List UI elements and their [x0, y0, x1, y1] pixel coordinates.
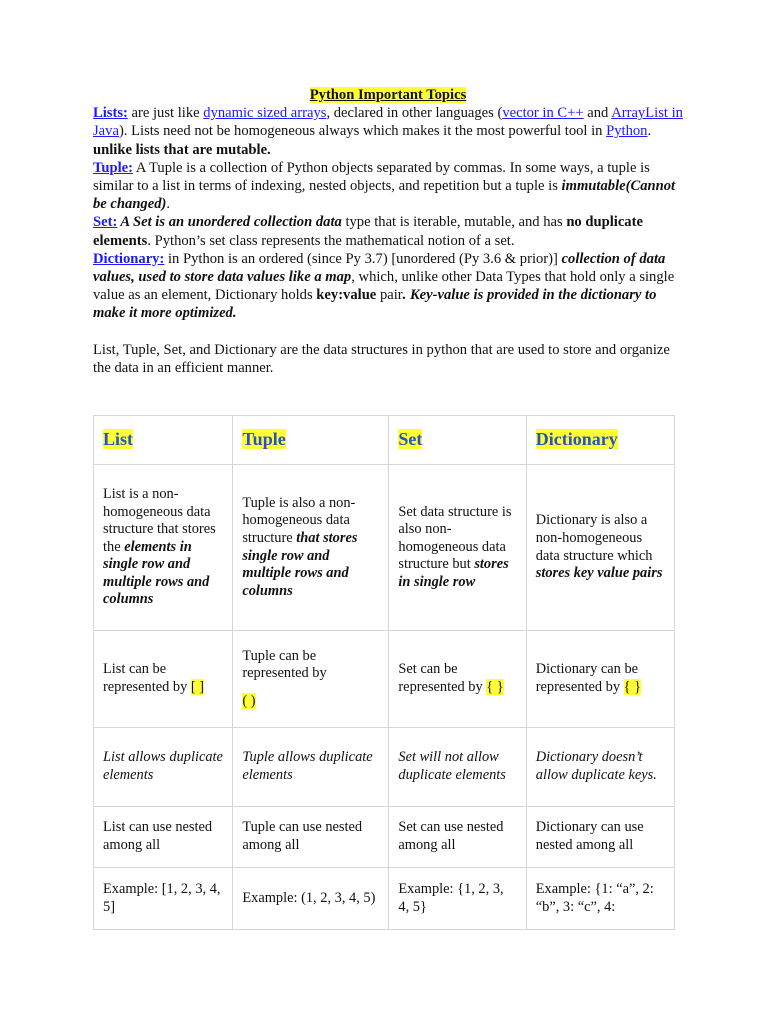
cell-set-example: Example: {1, 2, 3, 4, 5}: [389, 868, 526, 930]
cell-set-structure: [389, 465, 526, 631]
cell-emphasis: that stores single row and multiple rows and columns: [242, 529, 358, 599]
set-bold-italic: A Set is an unordered collection data: [117, 214, 342, 231]
lists-text-4: ). Lists need not be homogeneous always which makes it the most powerful tool in: [118, 123, 607, 140]
cell-dictionary-example: Example: {1: “a”, 2: “b”, 3: “c”, 4:: [526, 868, 674, 930]
header-set: Set: [398, 429, 423, 450]
header-cell-list: [94, 416, 233, 465]
set-paragraph: [93, 213, 683, 249]
table-row: [94, 807, 675, 868]
symbol-highlight: { }: [623, 679, 642, 695]
tuple-paragraph: [93, 159, 683, 214]
title-wrap: [93, 86, 683, 104]
cell-emphasis: stores key value pairs: [535, 565, 663, 582]
dictionary-bold-italic-1: collection of data values, used to store data values like a map: [93, 250, 666, 286]
intro-paragraph: List, Tuple, Set, and Dictionary are the data structures in python that are used to store and organize the data in an efficient manner.: [93, 341, 670, 376]
cell-dictionary-representation: [526, 631, 674, 728]
cell-dictionary-nested: Dictionary can use nested among all: [526, 807, 674, 868]
dictionary-paragraph: [93, 250, 683, 323]
lists-bold: unlike lists that are mutable.: [93, 141, 271, 158]
table-row: [94, 631, 675, 728]
dictionary-text-2: , which, unlike other Data Types that hold only a single value as an element, Dictionary holds: [93, 269, 675, 304]
cell-list-structure: [94, 465, 233, 631]
cell-text: List is a non-homogeneous data structure that stores the: [103, 485, 216, 555]
cell-text: Tuple is also a non-homogeneous data structure: [242, 494, 356, 546]
header-cell-dictionary: [526, 416, 674, 465]
cell-text: Set data structure is also non-homogeneous data structure but: [398, 503, 512, 573]
cell-dictionary-structure: [526, 465, 674, 631]
cell-set-duplicates: Set will not allow duplicate elements: [389, 728, 526, 807]
set-text-2: . Python’s set class represents the mathematical notion of a set.: [147, 232, 515, 249]
cell-text: List can be represented by: [103, 661, 191, 695]
link-python[interactable]: Python: [606, 123, 648, 140]
cell-list-nested: List can use nested among all: [94, 807, 233, 868]
cell-set-representation: [389, 631, 526, 728]
tuple-text-1: A Tuple is a collection of Python objects separated by commas. In some ways, a tuple is similar to a list in terms of indexing, nested objects, and repetition but a tuple is: [93, 159, 650, 195]
cell-tuple-structure: [233, 465, 389, 631]
cell-emphasis: stores in single row: [398, 556, 509, 590]
tuple-text-2: .: [166, 196, 171, 213]
symbol-highlight: [ ]: [190, 679, 205, 695]
cell-tuple-nested: Tuple can use nested among all: [233, 807, 389, 868]
lists-text-3: and: [583, 105, 612, 122]
page-title: Python Important Topics: [309, 87, 467, 103]
cell-text: Dictionary is also a non-homogeneous data structure which: [535, 512, 653, 564]
spacer: [93, 323, 683, 341]
link-vector-cpp[interactable]: vector in C++: [502, 105, 584, 122]
table-row: [94, 868, 675, 930]
set-text-1: type that is iterable, mutable, and has: [341, 214, 567, 231]
dictionary-term[interactable]: Dictionary:: [93, 250, 165, 267]
data-structures-table: [93, 415, 675, 930]
document-body: [93, 86, 683, 377]
set-bold: no duplicate elements: [93, 214, 643, 249]
lists-term[interactable]: Lists:: [93, 105, 128, 122]
cell-list-duplicates: List allows duplicate elements: [94, 728, 233, 807]
dictionary-text-1: in Python is an ordered (since Py 3.7) [unordered (Py 3.6 & prior)]: [164, 250, 562, 267]
lists-text-2: , declared in other languages (: [326, 105, 503, 122]
cell-dictionary-duplicates: Dictionary doesn’t allow duplicate keys.: [526, 728, 674, 807]
tuple-term[interactable]: Tuple:: [93, 159, 134, 176]
dictionary-bold-italic-2: . Key-value is provided in the dictionary to make it more optimized.: [93, 287, 657, 322]
table-row: [94, 465, 675, 631]
cell-list-example: Example: [1, 2, 3, 4, 5]: [94, 868, 233, 930]
dictionary-bold: key:value: [316, 287, 377, 304]
lists-text-5: .: [647, 123, 652, 140]
cell-text: Tuple can be represented by: [242, 647, 327, 682]
cell-text: Set can be represented by: [398, 661, 487, 695]
header-dictionary: Dictionary: [535, 429, 618, 450]
cell-text: Dictionary can be represented by: [535, 661, 639, 695]
header-cell-tuple: [233, 416, 389, 465]
cell-emphasis: elements in single row and multiple rows and columns: [103, 538, 210, 608]
link-arraylist-java[interactable]: ArrayList in Java: [93, 105, 683, 140]
cell-list-representation: [94, 631, 233, 728]
lists-text-1: are just like: [127, 105, 204, 122]
cell-set-nested: Set can use nested among all: [389, 807, 526, 868]
header-tuple: Tuple: [242, 429, 286, 450]
set-term[interactable]: Set:: [93, 214, 118, 231]
table-header-row: [94, 416, 675, 465]
symbol-highlight: { }: [486, 679, 504, 695]
table-row: [94, 728, 675, 807]
lists-paragraph: [93, 104, 683, 159]
header-list: List: [103, 429, 134, 450]
dictionary-text-3: pair: [376, 287, 403, 304]
cell-tuple-representation: [233, 631, 389, 728]
cell-tuple-example: Example: (1, 2, 3, 4, 5): [233, 868, 389, 930]
tuple-bold-italic: immutable(Cannot be changed): [93, 178, 676, 213]
header-cell-set: [389, 416, 526, 465]
link-dynamic-sized-arrays[interactable]: dynamic sized arrays: [203, 105, 327, 122]
cell-tuple-duplicates: Tuple allows duplicate elements: [233, 728, 389, 807]
symbol-highlight: ( ): [242, 692, 256, 709]
